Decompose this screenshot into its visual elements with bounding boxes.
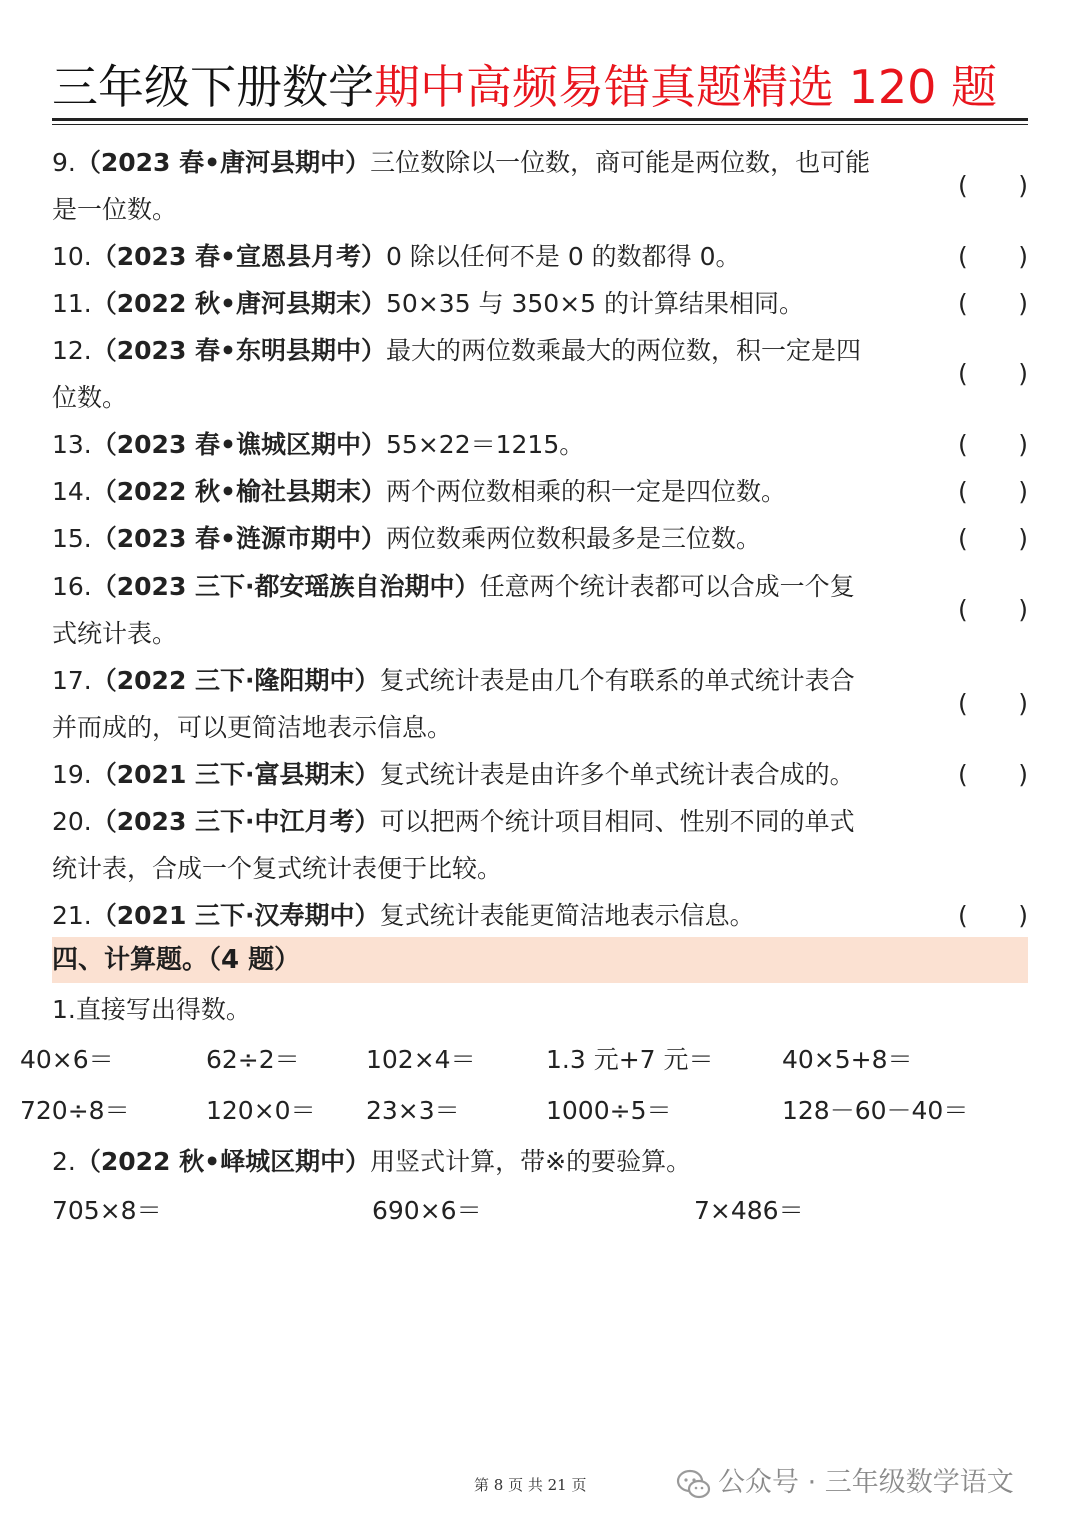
paren-open: (	[958, 171, 968, 200]
question-source: （2022 三下·隆阳期中）	[91, 666, 380, 695]
watermark-text: 公众号 · 三年级数学语文	[718, 1467, 1014, 1498]
answer-blank-17[interactable]	[958, 680, 1028, 727]
wechat-icon	[676, 1466, 712, 1502]
page-number: 第 8 页 共 21 页	[474, 1476, 587, 1494]
question-9	[52, 139, 932, 233]
question-text: 任意两个统计表都可以合成一个复	[479, 572, 855, 601]
answer-blank-13[interactable]	[958, 421, 1028, 468]
question-number: 17.	[52, 666, 92, 695]
question-19	[52, 751, 932, 798]
paren-close: )	[1018, 477, 1028, 506]
question-21	[52, 892, 932, 939]
paren-close: )	[1018, 524, 1028, 553]
calc-item: 720÷8＝	[20, 1096, 130, 1125]
question-source: （2021 三下·汉寿期中）	[91, 901, 380, 930]
question-text: 0 除以任何不是 0 的数都得 0。	[386, 242, 741, 271]
question-11	[52, 280, 932, 327]
paren-open: (	[958, 595, 968, 624]
sub-question-2	[52, 1142, 691, 1182]
question-14	[52, 468, 932, 515]
question-text: 两位数乘两位数积最多是三位数。	[386, 524, 762, 553]
paren-close: )	[1018, 289, 1028, 318]
paren-open: (	[958, 689, 968, 718]
question-number: 15.	[52, 524, 92, 553]
question-source: （2022 秋•唐河县期末）	[91, 289, 387, 318]
paren-close: )	[1018, 760, 1028, 789]
paren-open: (	[958, 760, 968, 789]
calc-item: 40×6＝	[20, 1045, 114, 1074]
answer-blank-19[interactable]	[958, 751, 1028, 798]
question-text: 三位数除以一位数，商可能是两位数，也可能	[370, 148, 871, 177]
answer-blank-16[interactable]	[958, 586, 1028, 633]
question-text-cont: 是一位数。	[52, 195, 178, 224]
calc-item: 120×0＝	[206, 1096, 316, 1125]
title-rule-thin	[52, 124, 1028, 125]
paren-open: (	[958, 524, 968, 553]
calc-item: 40×5+8＝	[782, 1045, 913, 1074]
title-black-part: 三年级下册数学	[52, 60, 374, 114]
answer-blank-21[interactable]	[958, 892, 1028, 939]
paren-close: )	[1018, 359, 1028, 388]
question-16	[52, 563, 932, 657]
question-number: 20.	[52, 807, 92, 836]
question-13	[52, 421, 932, 468]
question-10	[52, 233, 932, 280]
answer-blank-14[interactable]	[958, 468, 1028, 515]
question-number: 21.	[52, 901, 92, 930]
question-source: （2023 三下·都安瑶族自治期中）	[91, 572, 480, 601]
paren-close: )	[1018, 901, 1028, 930]
paren-close: )	[1018, 595, 1028, 624]
question-source: （2023 春•谯城区期中）	[91, 430, 387, 459]
question-source: （2023 三下·中江月考）	[91, 807, 380, 836]
paren-open: (	[958, 359, 968, 388]
answer-blank-11[interactable]	[958, 280, 1028, 327]
paren-open: (	[958, 430, 968, 459]
question-text: 55×22＝1215。	[386, 430, 585, 459]
answer-blank-10[interactable]	[958, 233, 1028, 280]
paren-open: (	[958, 477, 968, 506]
question-15	[52, 515, 932, 562]
question-text: 最大的两位数乘最大的两位数，积一定是四	[386, 336, 862, 365]
title-rule-thick	[52, 118, 1028, 121]
answer-blank-9[interactable]	[958, 162, 1028, 209]
paren-open: (	[958, 901, 968, 930]
question-text: 复式统计表能更简洁地表示信息。	[379, 901, 755, 930]
title-red-part: 期中高频易错真题精选 120 题	[374, 60, 998, 114]
calc-item: 690×6＝	[372, 1196, 482, 1225]
answer-blank-15[interactable]	[958, 515, 1028, 562]
paren-close: )	[1018, 689, 1028, 718]
section-heading: 四、计算题。（4 题）	[52, 945, 301, 975]
question-number: 13.	[52, 430, 92, 459]
calc-item: 128－60－40＝	[782, 1096, 969, 1125]
question-number: 19.	[52, 760, 92, 789]
question-number: 12.	[52, 336, 92, 365]
calc-item: 62÷2＝	[206, 1045, 300, 1074]
question-source: （2022 秋•峄城区期中）	[75, 1147, 371, 1176]
question-text: 50×35 与 350×5 的计算结果相同。	[386, 289, 805, 318]
answer-blank-12[interactable]	[958, 350, 1028, 397]
paren-close: )	[1018, 242, 1028, 271]
paren-open: (	[958, 242, 968, 271]
calc-item: 102×4＝	[366, 1045, 476, 1074]
question-12	[52, 327, 932, 421]
question-number: 16.	[52, 572, 92, 601]
calc-item: 1000÷5＝	[546, 1096, 672, 1125]
sub-question-1: 1.直接写出得数。	[52, 995, 251, 1024]
question-text: 用竖式计算，带※的要验算。	[370, 1147, 692, 1176]
question-number: 11.	[52, 289, 92, 318]
paren-open: (	[958, 289, 968, 318]
question-20	[52, 798, 932, 892]
question-text-cont: 统计表，合成一个复式统计表便于比较。	[52, 854, 503, 883]
question-text-cont: 式统计表。	[52, 619, 178, 648]
question-source: （2021 三下·富县期末）	[91, 760, 380, 789]
paren-close: )	[1018, 171, 1028, 200]
question-17	[52, 657, 932, 751]
question-source: （2023 春•宣恩县月考）	[91, 242, 387, 271]
page-title	[52, 56, 1032, 118]
calc-item: 7×486＝	[694, 1196, 804, 1225]
question-source: （2022 秋•榆社县期末）	[91, 477, 387, 506]
question-number: 2.	[52, 1147, 76, 1176]
question-number: 9.	[52, 148, 76, 177]
question-text: 复式统计表是由几个有联系的单式统计表合	[379, 666, 855, 695]
question-number: 10.	[52, 242, 92, 271]
question-source: （2023 春•东明县期中）	[91, 336, 387, 365]
calc-item: 705×8＝	[52, 1196, 162, 1225]
question-text-cont: 位数。	[52, 383, 128, 412]
question-number: 14.	[52, 477, 92, 506]
calc-item: 23×3＝	[366, 1096, 460, 1125]
question-text: 复式统计表是由许多个单式统计表合成的。	[379, 760, 855, 789]
question-text: 可以把两个统计项目相同、性别不同的单式	[379, 807, 855, 836]
calc-item: 1.3 元+7 元＝	[546, 1045, 714, 1074]
question-text-cont: 并而成的，可以更简洁地表示信息。	[52, 713, 453, 742]
question-text: 两个两位数相乘的积一定是四位数。	[386, 477, 787, 506]
question-source: （2023 春•唐河县期中）	[75, 148, 371, 177]
paren-close: )	[1018, 430, 1028, 459]
question-source: （2023 春•涟源市期中）	[91, 524, 387, 553]
